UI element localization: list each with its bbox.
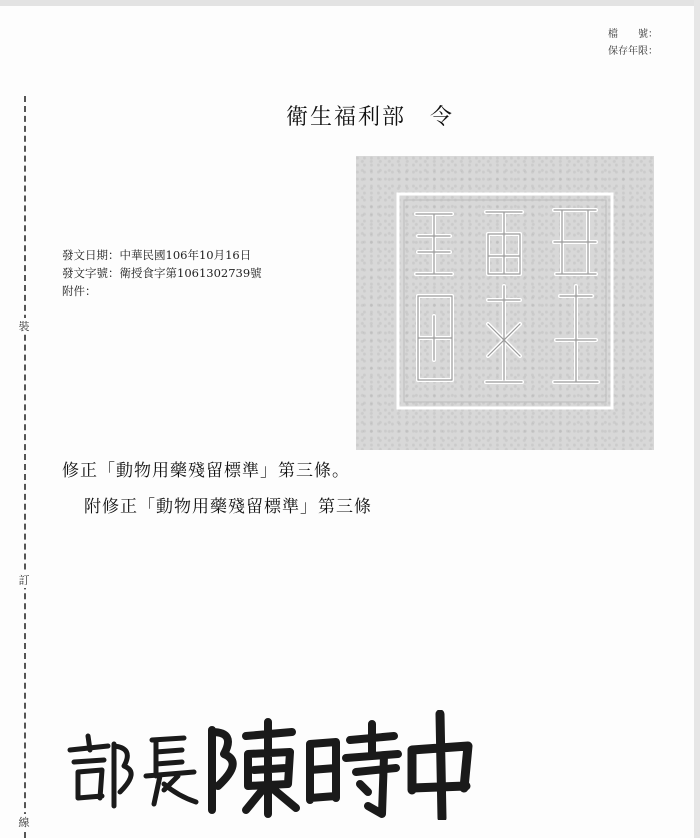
attachment-label: 附件： [62,284,97,298]
signature-graphic [60,710,480,820]
document-number-label: 發文字號： [62,266,120,280]
issue-date-label: 發文日期： [62,248,120,262]
document-number-value: 衛授食字第1061302739號 [119,266,262,280]
document-number-row [62,264,262,282]
top-border [0,0,700,6]
issue-date-value: 中華民國106年10月16日 [119,248,252,262]
issue-date-row [62,246,262,264]
binding-mark-ding: 訂 [15,572,33,588]
minister-signature [60,710,480,820]
file-meta [608,26,658,60]
file-number-label: 檔 號： [608,29,658,40]
retention-period-label: 保存年限： [608,46,658,57]
document-meta [62,246,262,300]
binding-mark-zhuang: 裝 [15,318,33,334]
order-main-text: 修正「動物用藥殘留標準」第三條。 [62,461,350,481]
official-seal [356,156,654,450]
seal-graphic [356,156,654,450]
order-attachment-text: 附修正「動物用藥殘留標準」第三條 [84,497,372,517]
document-title: 衛生福利部 令 [285,105,454,130]
binding-mark-xian: 線 [15,814,33,830]
binding-line [24,96,26,838]
right-border [694,0,700,838]
attachment-row [62,282,262,300]
